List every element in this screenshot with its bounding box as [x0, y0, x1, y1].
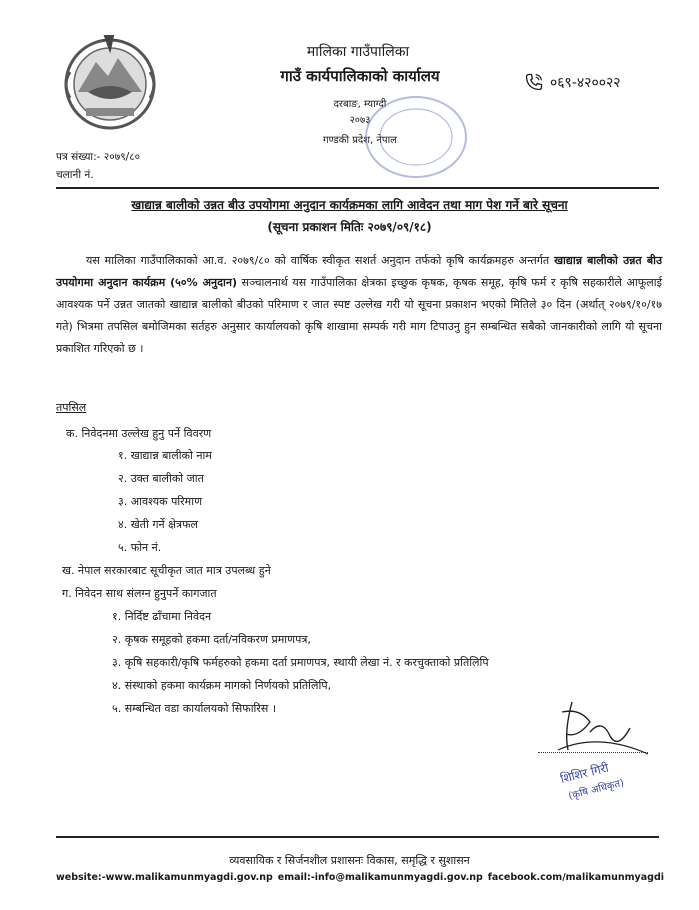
- section-kha: ख. नेपाल सरकारबाट सूचीकृत जात मात्र उपलब्ध हुने: [62, 564, 271, 577]
- signature-line: [538, 752, 648, 753]
- signer-title: (कृषि अधिकृत): [567, 777, 626, 803]
- phone-icon: [524, 72, 544, 92]
- ga-item: ३. कृषि सहकारी/कृषि फर्महरुको हकमा दर्ता प्रमाणपत्र, स्थायी लेखा नं. र करचुक्ताको प्रतिलिपि: [112, 656, 489, 669]
- section-ka: क. निवेदनमा उल्लेख हुनु पर्ने विवरण: [66, 427, 212, 440]
- established-year: २०७३: [349, 115, 371, 126]
- ga-item: २. कृषक समूहको हकमा दर्ता/नविकरण प्रमाणपत्र,: [112, 633, 311, 646]
- handwritten-signature: [538, 692, 660, 807]
- signer-name: शिशिर गिरी: [558, 760, 611, 787]
- header-divider: [56, 187, 659, 189]
- ga-item: ४. संस्थाको हकमा कार्यक्रम मागको निर्णयको प्रतिलिपि,: [112, 679, 332, 692]
- notice-body: [56, 250, 662, 360]
- email-link[interactable]: email:-info@malikamunmyagdi.gov.np: [277, 872, 483, 883]
- tapasil-heading: तपसिल: [56, 401, 87, 414]
- body-intro: यस मालिका गाउँपालिकाको आ.व. २०७९/८० को वार्षिक स्वीकृत सशर्त अनुदान तर्फको कृषि कार्यक्रमहरु अन्तर्गत: [86, 254, 550, 267]
- ka-item: ४. खेती गर्ने क्षेत्रफल: [118, 518, 199, 531]
- ka-item: ३. आवश्यक परिमाण: [118, 495, 203, 508]
- phone-number: ०६९-४२००२२: [550, 74, 621, 91]
- office-name: गाउँ कार्यपालिकाको कार्यालय: [280, 67, 440, 85]
- ga-item: ५. सम्बन्धित वडा कार्यालयको सिफारिस ।: [112, 702, 277, 715]
- ka-item: २. उक्त बालीको जात: [118, 472, 204, 485]
- dispatch-number: चलानी नं.: [56, 169, 94, 181]
- facebook-link[interactable]: facebook.com/malikamunmyagdi: [487, 872, 664, 883]
- office-location: दरबाङ, म्याग्दी: [333, 99, 387, 110]
- phone-contact: [524, 72, 621, 92]
- body-rest: सञ्चालनार्थ यस गाउँपालिका क्षेत्रका इच्छुक कृषक, कृषक समूह, कृषि फर्म र कृषि सहकारीले आफूलाई आवश्यक पर्ने उन्नत जातको खाद्यान्न बालीको बीउको परिमाण र जात स्पष्ट उल्लेख गरी यो सूचना प्रकाशन भएको मितिले ३० दिन (अर्थात् २०७९/१०/१७ गते) भित्रमा तपसिल बमोजिमका सर्तहरु अनुसार कार्यालयको कृषि शाखामा सम्पर्क गरी माग टिपाउनु हुन सम्बन्धित सबैको जानकारीको लागि यो सूचना प्रकाशित गरिएको छ ।: [56, 276, 662, 355]
- letter-number: पत्र संख्या:- २०७९/८०: [56, 151, 141, 163]
- municipality-name: मालिका गाउँपालिका: [306, 44, 410, 60]
- province-country: गण्डकी प्रदेश, नेपाल: [323, 135, 397, 146]
- ka-item: १. खाद्यान्न बालीको नाम: [118, 449, 212, 462]
- notice-subject: खाद्यान्न बालीको उन्नत बीउ उपयोगमा अनुदान कार्यक्रमका लागि आवेदन तथा माग पेश गर्ने बारे सूचना: [131, 198, 568, 212]
- office-stamp: [362, 92, 470, 182]
- section-ga: ग. निवेदन साथ संलग्न हुनुपर्ने कागजात: [62, 587, 217, 600]
- program-name: खाद्यान्न बालीको उन्नत बीउ उपयोगमा अनुदान कार्यक्रम (५०% अनुदान): [56, 254, 662, 289]
- footer-slogan: व्यवसायिक र सिर्जनशील प्रशासनः विकास, समृद्धि र सुशासन: [229, 854, 470, 867]
- ka-item: ५. फोन नं.: [118, 541, 162, 554]
- ga-item: १. निर्दिष्ट ढाँचामा निवेदन: [112, 610, 212, 623]
- footer-contacts: [56, 872, 664, 883]
- publication-date: (सूचना प्रकाशन मितिः २०७९/०९/१८): [267, 220, 432, 234]
- website-link[interactable]: website:-www.malikamunmyagdi.gov.np: [56, 872, 273, 883]
- nepal-emblem-logo: [58, 32, 162, 132]
- footer-divider: [56, 836, 659, 838]
